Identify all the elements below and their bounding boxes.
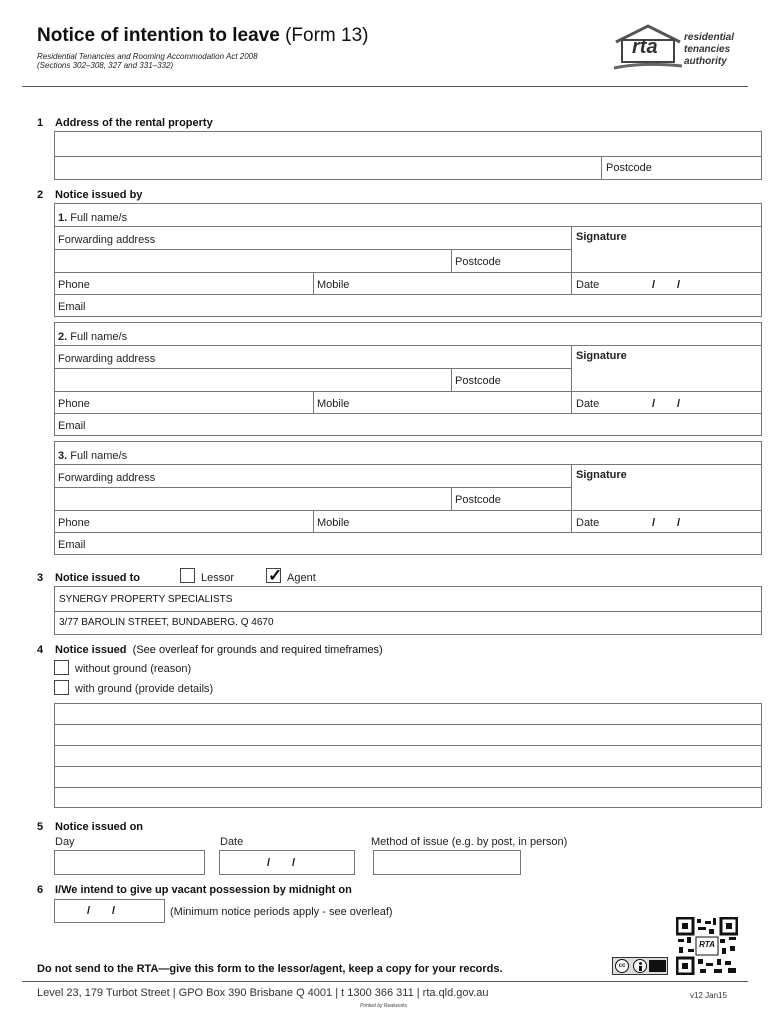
- issued-to-divider: [55, 611, 761, 612]
- section-3-label: Notice issued to: [55, 572, 140, 584]
- section-5-number: 5: [37, 821, 44, 833]
- issuer-1-email-label[interactable]: Email: [58, 301, 86, 313]
- issuer-3-number: 3.: [58, 450, 68, 462]
- section-2-number: 2: [37, 189, 44, 201]
- license-bar: [649, 960, 666, 972]
- subtitle-act: Residential Tenancies and Rooming Accommodation Act 2008: [37, 52, 258, 61]
- details-line: [55, 766, 761, 767]
- details-box[interactable]: [54, 703, 762, 808]
- issuer-1-date-slash: /: [652, 279, 656, 291]
- section-4-note: (See overleaf for grounds and required timeframes): [132, 644, 383, 656]
- day-field[interactable]: [54, 850, 205, 875]
- issuer-1-postcode-label[interactable]: Postcode: [455, 256, 501, 268]
- issuer-3-line: [55, 510, 761, 511]
- issuer-1-fullname-label: Full name/s: [70, 212, 128, 224]
- issuer-2-date-slash: /: [652, 398, 656, 410]
- checkmark-icon: ✓: [268, 566, 283, 585]
- section-4-title: Notice issued: [55, 644, 127, 656]
- section-2-label: Notice issued by: [55, 189, 143, 201]
- issuer-2-fullname-label: Full name/s: [70, 331, 128, 343]
- issuer-3-phone-label[interactable]: Phone: [58, 517, 90, 529]
- form-version: v12 Jan15: [690, 991, 727, 1000]
- issuer-1-number: 1.: [58, 212, 68, 224]
- footer-divider: [22, 981, 748, 982]
- issued-to-address-field[interactable]: 3/77 BAROLIN STREET, BUNDABERG. Q 4670: [59, 617, 274, 628]
- issue-date-field[interactable]: [219, 850, 355, 875]
- issuer-3-date-label[interactable]: Date: [576, 517, 600, 529]
- details-line: [55, 745, 761, 746]
- issuer-3-line: [55, 464, 761, 465]
- issuer-1-forwarding-label[interactable]: Forwarding address: [58, 234, 156, 246]
- header-divider: [22, 86, 748, 87]
- section-4-number: 4: [37, 644, 44, 656]
- issuer-2-date-label[interactable]: Date: [576, 398, 600, 410]
- issuer-2-phone-label[interactable]: Phone: [58, 398, 90, 410]
- printed-by: Printed by Realworks: [360, 1003, 408, 1009]
- date-label: Date: [220, 836, 244, 848]
- issued-to-name-field[interactable]: SYNERGY PROPERTY SPECIALISTS: [59, 594, 233, 605]
- issuer-3-sig-divider: [571, 464, 572, 532]
- issuer-3-postcode-divider: [451, 487, 452, 510]
- issuer-3-line: [55, 532, 761, 533]
- vacate-date-field[interactable]: [54, 899, 165, 923]
- issuer-1-line: [55, 249, 571, 250]
- attribution-icon: [633, 959, 647, 973]
- agent-checkbox[interactable]: [266, 568, 281, 583]
- issuer-1-box: [54, 203, 762, 317]
- cc-icon: cc: [615, 959, 629, 973]
- issuer-2-line: [55, 345, 761, 346]
- issued-to-box: [54, 586, 762, 635]
- section-1-label: Address of the rental property: [55, 117, 213, 129]
- section-1-number: 1: [37, 117, 44, 129]
- postcode-divider: [601, 156, 602, 179]
- details-line: [55, 724, 761, 725]
- form-title: [37, 25, 368, 47]
- address-line-2-field[interactable]: [55, 157, 601, 179]
- issuer-3-email-label[interactable]: Email: [58, 539, 86, 551]
- issuer-3-mobile-label[interactable]: Mobile: [317, 517, 350, 529]
- vacate-note: (Minimum notice periods apply - see overleaf): [170, 906, 393, 918]
- agent-label: Agent: [287, 572, 316, 584]
- section-5-label: Notice issued on: [55, 821, 144, 833]
- logo-abbr: rta: [632, 36, 658, 58]
- issuer-1-line: [55, 272, 761, 273]
- issuer-2-signature-label[interactable]: Signature: [576, 350, 627, 362]
- issuer-1-sig-divider: [571, 226, 572, 294]
- address-postcode-label[interactable]: Postcode: [606, 162, 652, 174]
- vacate-date-slash: /: [87, 905, 91, 917]
- logo-line-tenancies: tenancies: [684, 44, 731, 55]
- issuer-2-sig-divider: [571, 345, 572, 413]
- issuer-2-phone-divider: [313, 391, 314, 413]
- without-ground-label: without ground (reason): [75, 663, 192, 675]
- issuer-3-signature-label[interactable]: Signature: [576, 469, 627, 481]
- title-form: (Form 13): [285, 25, 369, 46]
- section-6-number: 6: [37, 884, 44, 896]
- issuer-1-date-slash: /: [677, 279, 681, 291]
- issuer-2-forwarding-label[interactable]: Forwarding address: [58, 353, 156, 365]
- creative-commons-badge: [612, 957, 668, 975]
- section-3-number: 3: [37, 572, 44, 584]
- issuer-2-postcode-label[interactable]: Postcode: [455, 375, 501, 387]
- details-line: [55, 787, 761, 788]
- method-label: Method of issue (e.g. by post, in person): [371, 836, 568, 848]
- issuer-3-fullname-label: Full name/s: [70, 450, 128, 462]
- issuer-3-postcode-label[interactable]: Postcode: [455, 494, 501, 506]
- title-main: Notice of intention to leave: [37, 25, 286, 46]
- issuer-2-line: [55, 368, 571, 369]
- subtitle-sections: (Sections 302–308, 327 and 331–332): [37, 61, 174, 70]
- issuer-1-postcode-divider: [451, 249, 452, 272]
- rta-logo: [612, 22, 742, 74]
- issuer-3-box: [54, 441, 762, 555]
- lessor-label: Lessor: [201, 572, 235, 584]
- qr-rta-label: RTA: [699, 940, 715, 949]
- issuer-1-fullname-field[interactable]: [58, 212, 127, 224]
- issuer-1-date-label[interactable]: Date: [576, 279, 600, 291]
- day-label: Day: [55, 836, 75, 848]
- with-ground-checkbox[interactable]: [54, 680, 69, 695]
- footer-warning: Do not send to the RTA—give this form to the lessor/agent, keep a copy for your records.: [37, 963, 503, 975]
- issuer-1-phone-divider: [313, 272, 314, 294]
- issuer-2-line: [55, 413, 761, 414]
- form-subtitle: [37, 52, 258, 70]
- with-ground-label: with ground (provide details): [75, 683, 214, 695]
- lessor-checkbox[interactable]: [180, 568, 195, 583]
- issuer-3-line: [55, 487, 571, 488]
- issuer-3-date-slash: /: [652, 517, 656, 529]
- issuer-3-date-slash: /: [677, 517, 681, 529]
- qr-code-icon: [676, 917, 738, 975]
- issuer-2-postcode-divider: [451, 368, 452, 391]
- address-box: [54, 131, 762, 180]
- issuer-2-email-label[interactable]: Email: [58, 420, 86, 432]
- issuer-1-phone-label[interactable]: Phone: [58, 279, 90, 291]
- issuer-2-line: [55, 391, 761, 392]
- address-line-1-field[interactable]: [55, 132, 761, 156]
- issuer-1-signature-label[interactable]: Signature: [576, 231, 627, 243]
- issuer-1-mobile-label[interactable]: Mobile: [317, 279, 350, 291]
- issuer-2-fullname-field[interactable]: [58, 331, 127, 343]
- vacate-date-slash: /: [112, 905, 116, 917]
- section-6-label: I/We intend to give up vacant possession by midnight on: [55, 884, 352, 896]
- logo-line-authority: authority: [684, 56, 727, 67]
- method-field[interactable]: [373, 850, 521, 875]
- issuer-1-line: [55, 294, 761, 295]
- issuer-2-mobile-label[interactable]: Mobile: [317, 398, 350, 410]
- without-ground-checkbox[interactable]: [54, 660, 69, 675]
- issuer-1-line: [55, 226, 761, 227]
- issuer-3-fullname-field[interactable]: [58, 450, 127, 462]
- issuer-3-forwarding-label[interactable]: Forwarding address: [58, 472, 156, 484]
- issue-date-slash: /: [267, 857, 271, 869]
- logo-line-residential: residential: [684, 32, 735, 43]
- issuer-3-phone-divider: [313, 510, 314, 532]
- issuer-2-date-slash: /: [677, 398, 681, 410]
- footer-contact: Level 23, 179 Turbot Street | GPO Box 390 Brisbane Q 4001 | t 1300 366 311 | rta.qld.gov.au: [37, 987, 489, 999]
- issuer-2-number: 2.: [58, 331, 68, 343]
- issue-date-slash: /: [292, 857, 296, 869]
- issuer-2-box: [54, 322, 762, 436]
- section-4-label: [55, 644, 383, 656]
